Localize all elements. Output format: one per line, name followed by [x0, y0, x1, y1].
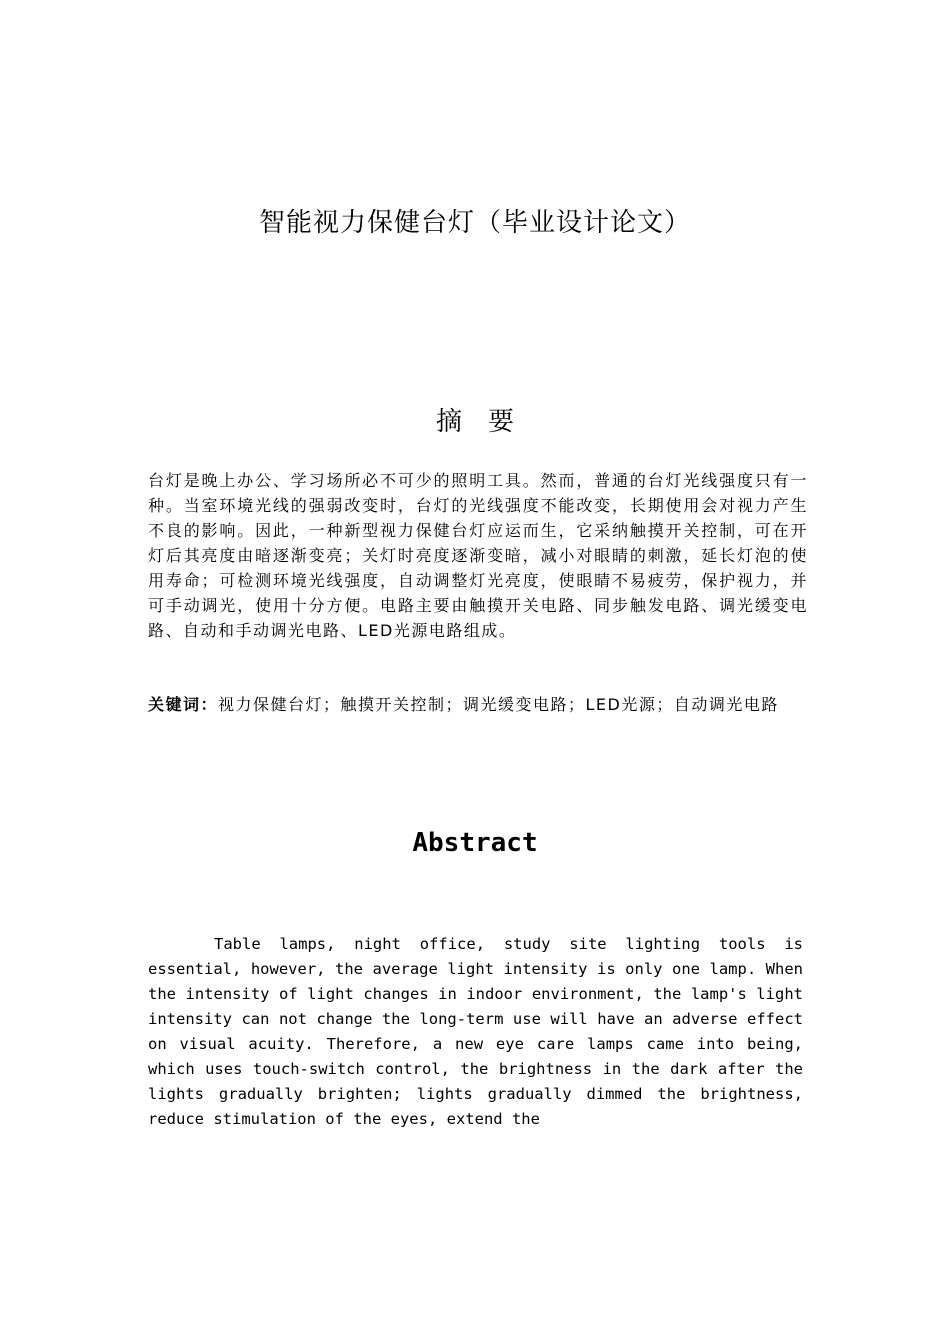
chinese-abstract-body: 台灯是晚上办公、学习场所必不可少的照明工具。然而，普通的台灯光线强度只有一种。当室环境光线的强弱改变时，台灯的光线强度不能改变，长期使用会对视力产生不良的影响。因此，一种新型视力保健台灯应运而生，它采纳触摸开关控制，可在开灯后其亮度由暗逐渐变亮；关灯时亮度逐渐变暗，减小对眼睛的刺激，延长灯泡的使用寿命；可检测环境光线强度，自动调整灯光亮度，使眼睛不易疲劳，保护视力，并可手动调光，使用十分方便。电路主要由触摸开关电路、同步触发电路、调光缓变电路、自动和手动调光电路、LED光源电路组成。 [148, 471, 808, 640]
chinese-abstract-heading: 摘 要 [435, 407, 514, 437]
keywords-list: 视力保健台灯；触摸开关控制；调光缓变电路；LED光源；自动调光电路 [218, 695, 779, 714]
english-abstract-body: Table lamps, night office, study site lighting tools is essential, however, the average light intensity is only one lamp. When the intensity of light changes in indoor environment, the lamp's light intensity can not change the long-term use will have an adverse effect on visual acuity. Therefore, a new eye care lamps came into being, which uses touch-switch control, the brightness in the dark after the lights gradually brighten; lights gradually dimmed the brightness, reduce stimulation of the eyes, extend the [148, 935, 803, 1128]
english-abstract-heading: Abstract [412, 828, 538, 858]
chinese-keywords [148, 692, 808, 717]
keywords-label: 关键词： [148, 695, 219, 714]
document-title: 智能视力保健台灯（毕业设计论文） [258, 208, 691, 238]
